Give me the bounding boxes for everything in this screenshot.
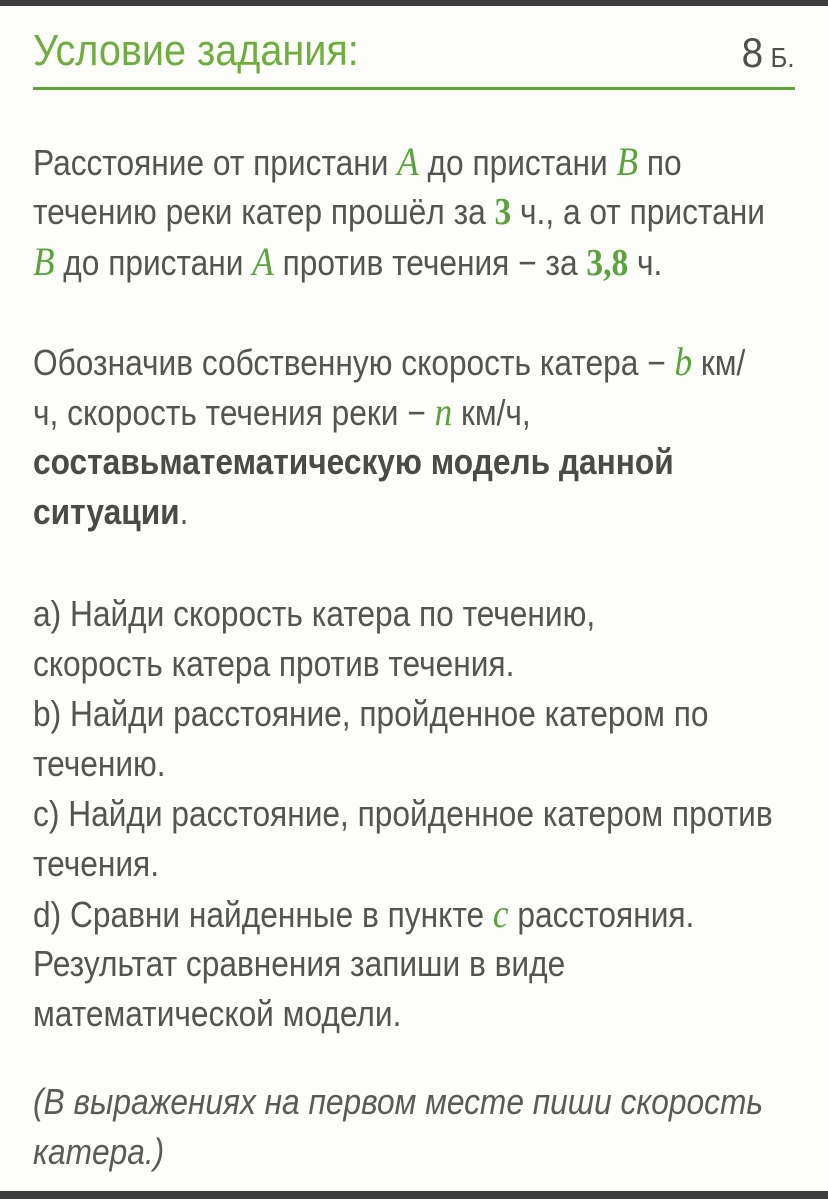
text-segment: км/ bbox=[692, 342, 746, 383]
text-segment: d) Сравни найденные в пункте bbox=[33, 894, 493, 935]
text-line bbox=[33, 989, 704, 1039]
paragraph-denote bbox=[33, 337, 795, 537]
content bbox=[33, 137, 795, 1177]
italic-text-segment: катера.) bbox=[33, 1131, 165, 1172]
text-line bbox=[33, 589, 704, 639]
text-segment: по bbox=[638, 142, 682, 183]
top-edge-bar bbox=[0, 0, 828, 6]
text-line bbox=[33, 437, 704, 487]
text-segment: Расстояние от пристани bbox=[33, 142, 398, 183]
text-segment: ч, скорость течения реки − bbox=[33, 392, 435, 433]
text-segment: ч. bbox=[628, 242, 663, 283]
text-segment: . bbox=[179, 491, 189, 532]
text-line bbox=[33, 487, 704, 537]
bold-text-segment: составьматематическую модель данной bbox=[33, 441, 674, 482]
text-line bbox=[33, 789, 773, 839]
text-line bbox=[33, 639, 704, 689]
task-header bbox=[33, 26, 795, 76]
text-segment: математической модели. bbox=[33, 993, 402, 1034]
math-variable: b bbox=[674, 339, 693, 384]
bold-text-segment: ситуации bbox=[33, 491, 180, 532]
text-segment: до пристани bbox=[54, 242, 253, 283]
text-segment: до пристани bbox=[418, 142, 617, 183]
text-line bbox=[33, 1077, 764, 1127]
text-line bbox=[33, 739, 704, 789]
text-segment: км/ч, bbox=[452, 392, 531, 433]
page-title: Условие задания: bbox=[33, 26, 359, 75]
math-variable: n bbox=[434, 389, 453, 434]
task-list bbox=[33, 589, 795, 1039]
text-segment: c) Найди расстояние, пройденное катером против bbox=[33, 793, 773, 834]
text-line bbox=[33, 839, 704, 889]
text-line bbox=[33, 689, 709, 739]
text-segment: расстояния. bbox=[508, 894, 695, 935]
paragraph-distance bbox=[33, 137, 795, 287]
text-line bbox=[33, 237, 704, 287]
note-paragraph bbox=[33, 1077, 795, 1177]
text-segment: ч., а от пристани bbox=[511, 191, 765, 232]
math-number: 3,8 bbox=[586, 242, 629, 284]
bottom-edge-bar bbox=[0, 1191, 828, 1199]
header-divider bbox=[33, 87, 795, 90]
text-segment: против течения − за bbox=[273, 242, 587, 283]
text-segment: течению. bbox=[33, 743, 166, 784]
text-line bbox=[33, 187, 765, 237]
text-line bbox=[33, 1127, 704, 1177]
math-number: 3 bbox=[494, 191, 512, 233]
text-line bbox=[33, 337, 746, 387]
points-unit: Б. bbox=[770, 42, 795, 73]
text-segment: Результат сравнения запиши в виде bbox=[33, 943, 566, 984]
text-line bbox=[33, 137, 704, 187]
text-line bbox=[33, 387, 704, 437]
points-badge bbox=[742, 30, 795, 76]
text-segment: a) Найди скорость катера по течению, bbox=[33, 593, 596, 634]
points-value: 8 bbox=[742, 29, 764, 76]
text-segment: Обозначив собственную скорость катера − bbox=[33, 342, 675, 383]
math-variable: A bbox=[252, 239, 274, 284]
math-variable: B bbox=[616, 139, 639, 184]
text-segment: скорость катера против течения. bbox=[33, 643, 515, 684]
math-variable: A bbox=[397, 139, 419, 184]
text-segment: течения. bbox=[33, 843, 160, 884]
text-segment: b) Найди расстояние, пройденное катером по bbox=[33, 693, 709, 734]
text-line bbox=[33, 939, 704, 989]
italic-text-segment: (В выражениях на первом месте пиши скорость bbox=[33, 1081, 764, 1122]
text-segment: течению реки катер прошёл за bbox=[33, 191, 495, 232]
math-variable: c bbox=[492, 891, 509, 936]
text-line bbox=[33, 889, 704, 939]
math-variable: B bbox=[33, 239, 55, 284]
